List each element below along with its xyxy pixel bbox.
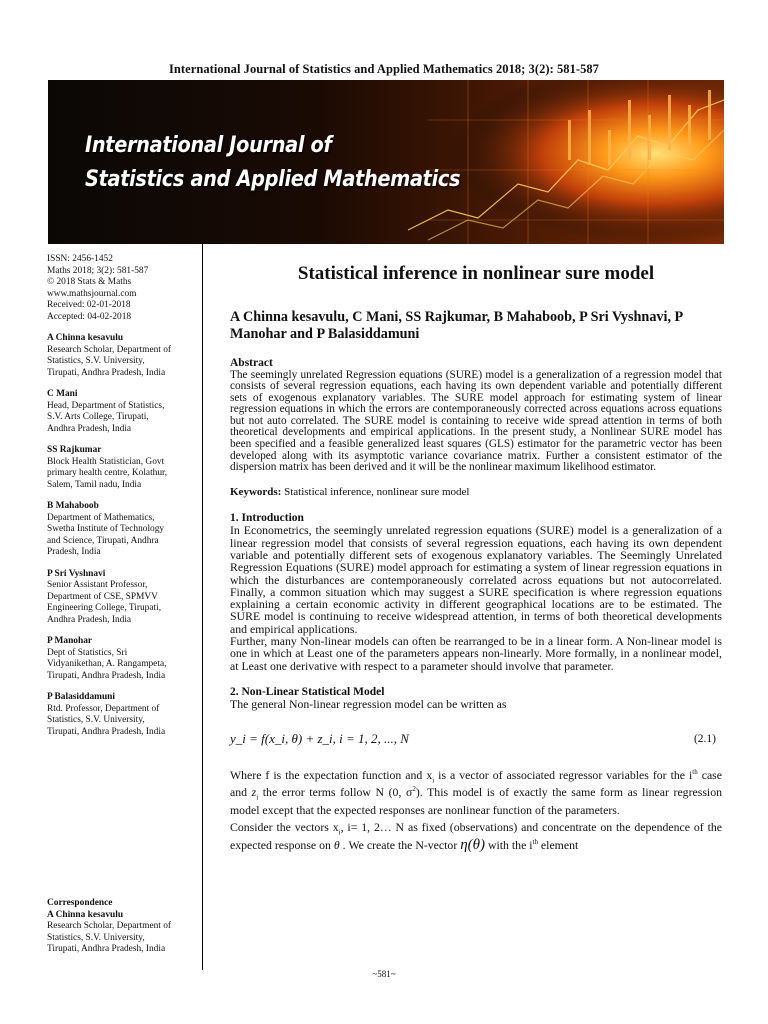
abstract-heading: Abstract [230, 357, 273, 369]
received-date: Received: 02-01-2018 [47, 300, 131, 310]
issn: ISSN: 2456-1452 [47, 254, 113, 264]
math-symbol: z [251, 785, 257, 800]
keywords [230, 486, 722, 498]
correspondence [47, 898, 199, 956]
affiliation-line: Dept of Statistics, Sri [47, 647, 128, 658]
section2-lead: The general Non-linear regression model can be written as [230, 697, 507, 712]
text-run: with the i [485, 837, 533, 852]
text-run: , i= 1, 2… N as fixed (observations) and concentrate on the dependence of the expected response on [230, 820, 723, 852]
affiliation-line: Andhra Pradesh, India [47, 423, 132, 434]
text-run: element [537, 837, 579, 852]
text-run: Where f is the expectation function and x [230, 767, 433, 782]
affiliation-line: Pradesh, India [47, 547, 101, 557]
equation-2-1 [230, 721, 722, 757]
correspondence-name: A Chinna kesavulu [47, 909, 124, 920]
banner-title [85, 128, 460, 196]
abstract-text: The seemingly unrelated Regression equations (SURE) model is a generalization of a regression model that consists of several regression equations, each having its own dependent variable and potentially different sets of exogenous explanatory variables. The SURE model approach for estimating system of linear regression equations in which the errors are contemporaneously corrected across equations across equations but not auto correlated. The SURE model is containing to receive wide spread attention in terms of both theoretical developments and empirical applications. In the present study, a Nonlinear SURE model has been specified and a feasible generalized least squares (GLS) estimator for the parametric vector has been developed along with its asymptotic variance covariance matrix. Further a consistent estimator of the dispersion matrix has been derived and it will be the nonlinear maximum likelihood estimator. [230, 368, 722, 474]
text-run: case and [230, 767, 723, 800]
math-symbol: θ [333, 837, 340, 852]
affiliation [47, 445, 199, 491]
correspondence-label: Correspondence [47, 898, 113, 908]
section2-heading: 2. Non-Linear Statistical Model [230, 685, 385, 698]
section-nonlinear-model [230, 686, 722, 854]
column-divider [202, 244, 203, 970]
affiliation-line: Tirupati, Andhra Pradesh, India [47, 367, 166, 378]
affiliation-line: Statistics, S.V. University, [47, 715, 145, 725]
section-introduction [230, 512, 722, 672]
affiliation-line: Department of Mathematics, [47, 512, 155, 523]
intro-paragraph-2: Further, many Non-linear models can often be rearranged to be in a linear form. A Non-linear model is one in which at Least one of the parameters appears non-linearly. More formally, in a nonlinear model, at Least one derivative with respect to a parameter should involve that parameter. [230, 634, 722, 673]
copyright: © 2018 Stats & Maths [47, 277, 132, 287]
text-run: ). This model is of exactly the same form as linear regression model except that the expected responses are nonlinear function of the parameters. [230, 785, 723, 817]
text-run: . We create the N-vector [339, 837, 461, 852]
affiliation [47, 501, 199, 559]
math-symbol: η(θ) [460, 836, 486, 853]
superscript: th [532, 837, 538, 846]
superscript: 2 [412, 785, 416, 794]
accepted-date: Accepted: 04-02-2018 [47, 311, 132, 322]
correspondence-line: Tirupati, Andhra Pradesh, India [47, 944, 166, 954]
affiliation-line: Rtd. Professor, Department of [47, 703, 160, 714]
website-link[interactable]: www.mathsjournal.com [47, 288, 137, 299]
affiliation-line: Block Health Statistician, Govt [47, 456, 165, 467]
equation-number: (2.1) [693, 732, 716, 745]
author-list: A Chinna kesavulu, C Mani, SS Rajkumar, B Mahaboob, P Sri Vyshnavi, P Manohar and P Balasiddamuni [230, 309, 683, 342]
affiliation-name: P Manohar [47, 636, 93, 646]
affiliation-line: primary health centre, Kolathur, [47, 468, 168, 478]
affiliation-line: Salem, Tamil nadu, India [47, 479, 142, 490]
text-run: is a vector of associated regressor variables for the i [434, 767, 693, 782]
affiliation-line: Department of CSE, SPMVV [47, 591, 158, 602]
affiliation-name: B Mahaboob [47, 501, 99, 511]
equation-text: y_i = f(x_i, θ) + z_i, i = 1, 2, ..., N [230, 730, 409, 746]
affiliation-line: S.V. Arts College, Tirupati, [47, 412, 149, 422]
running-head: International Journal of Statistics and Applied Mathematics 2018; 3(2): 581-587 [169, 62, 599, 76]
affiliation-line: Tirupati, Andhra Pradesh, India [47, 726, 166, 737]
affiliation-line: Tirupati, Andhra Pradesh, India [47, 670, 166, 681]
affiliation-line: Vidyanikethan, A. Rangampeta, [47, 659, 167, 669]
text-run: the error terms follow N (0, σ [258, 785, 413, 800]
affiliation-name: A Chinna kesavulu [47, 333, 124, 343]
affiliation [47, 389, 199, 435]
subscript: i [432, 776, 435, 785]
sidebar [47, 254, 199, 738]
affiliation-name: C Mani [47, 389, 78, 399]
keywords-label: Keywords: [230, 485, 282, 498]
affiliation-name: P Balasiddamuni [47, 692, 115, 702]
intro-paragraph-1: In Econometrics, the seemingly unrelated regression equations (SURE) model is a generalization of a linear regression model that consists of several regression equations, each having its own dependent variable and potentially different sets of exogenous explanatory variables. The Seemingly Unrelated Regression Equations (SURE) model approach for estimating a system of linear regression equations in which the disturbances are contemporaneously correlated across equations but not autocorrelated. Finally, a common situation which may suggest a SURE specification is where regression equations explaining a certain economic activity in different geographical locations are to be estimated. The SURE model is continuing to receive widespread attention, in terms of both theoretical developments and empirical applications. [230, 523, 722, 636]
correspondence-line: Statistics, S.V. University, [47, 932, 145, 943]
journal-ref: Maths 2018; 3(2): 581-587 [47, 265, 149, 276]
affiliation [47, 333, 199, 379]
affiliation-line: Head, Department of Statistics, [47, 400, 165, 411]
affiliation-line: Senior Assistant Professor, [47, 580, 148, 590]
subscript: i [338, 828, 341, 837]
journal-banner [48, 80, 724, 244]
affiliation [47, 636, 199, 682]
intro-heading: 1. Introduction [230, 511, 304, 524]
main-column [230, 262, 722, 866]
affiliation-line: Andhra Pradesh, India [47, 614, 132, 625]
affiliation [47, 692, 199, 738]
article-meta [47, 254, 199, 323]
banner-title-line1: International Journal of [85, 132, 332, 158]
affiliation-line: Statistics, S.V. University, [47, 356, 145, 366]
affiliation [47, 569, 199, 627]
banner-title-line2: Statistics and Applied Mathematics [85, 166, 461, 192]
affiliation-name: SS Rajkumar [47, 445, 102, 455]
paper-title: Statistical inference in nonlinear sure model [297, 263, 655, 284]
where-paragraph [230, 767, 722, 855]
affiliation-line: Swetha Institute of Technology [47, 524, 165, 534]
text-run: Consider the vectors x [230, 820, 339, 835]
page-number: ~581~ [372, 969, 396, 979]
superscript: th [692, 767, 698, 776]
affiliation-name: P Sri Vyshnavi [47, 568, 106, 579]
affiliation-list [47, 333, 199, 738]
affiliation-line: Research Scholar, Department of [47, 344, 172, 355]
affiliation-line: and Science, Tirupati, Andhra [47, 535, 159, 546]
affiliation-line: Engineering College, Tirupati, [47, 603, 162, 613]
subscript: i [256, 793, 259, 802]
correspondence-line: Research Scholar, Department of [47, 921, 172, 931]
keywords-text: Statistical inference, nonlinear sure model [284, 485, 470, 498]
